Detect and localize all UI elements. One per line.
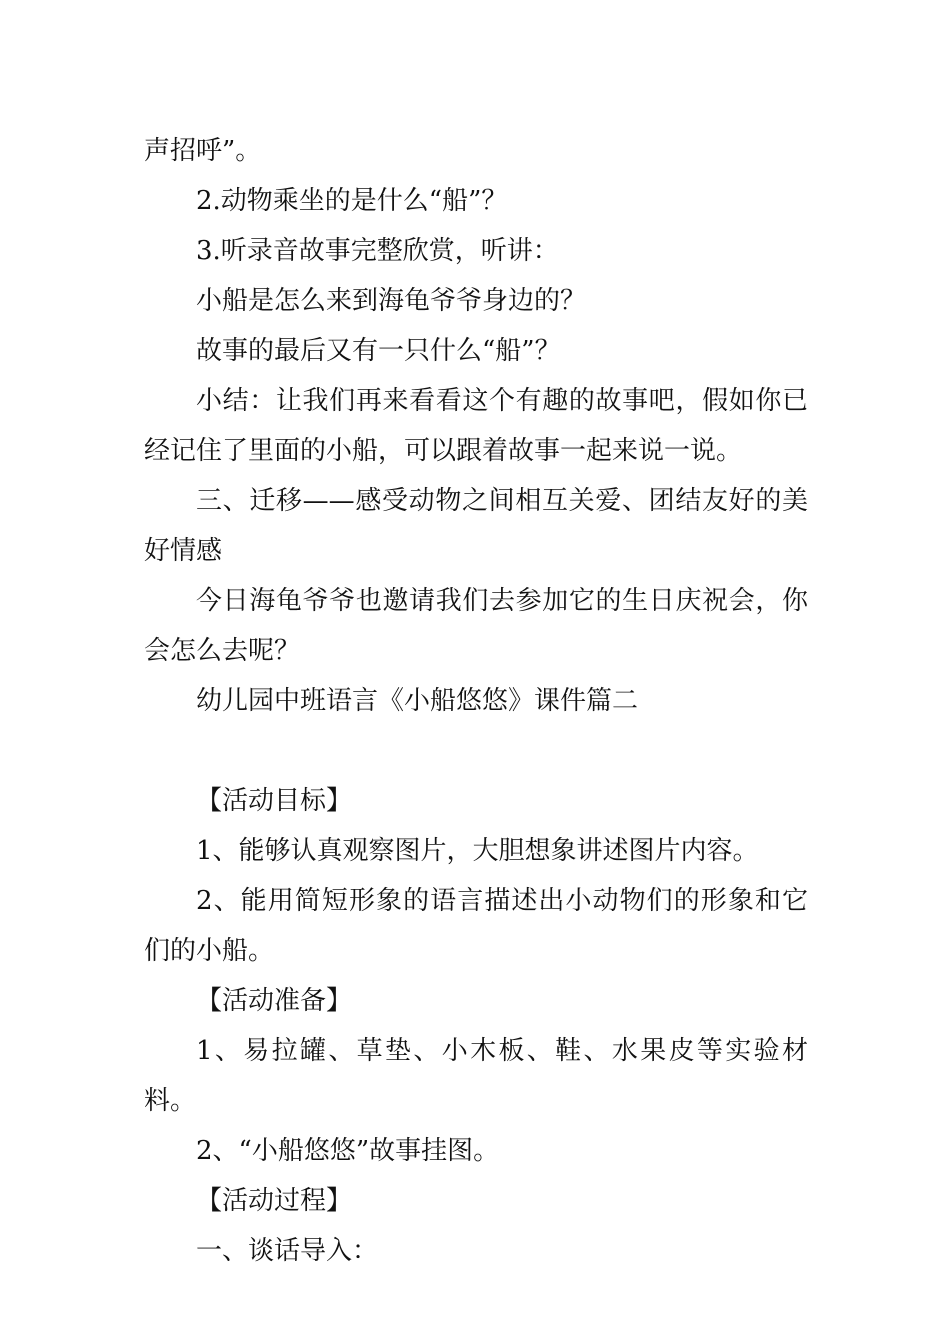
paragraph-summary: 小结：让我们再来看看这个有趣的故事吧，假如你已经记住了里面的小船，可以跟着故事一起来说一说。: [144, 386, 808, 466]
preparation-item-2: 2、“小船悠悠”故事挂图。: [196, 1136, 500, 1166]
goal-item-1: 1、能够认真观察图片，大胆想象讲述图片内容。: [196, 836, 759, 866]
section-heading-goals: 【活动目标】: [196, 786, 353, 816]
paragraph-question-how: 小船是怎么来到海龟爷爷身边的？: [196, 286, 587, 316]
section-heading-process: 【活动过程】: [196, 1186, 353, 1216]
section-heading-transfer: 三、迁移——感受动物之间相互关爱、团结友好的美好情感: [144, 486, 808, 566]
preparation-item-1: 1、易拉罐、草垫、小木板、鞋、水果皮等实验材料。: [144, 1036, 808, 1116]
paragraph-question-last-boat: 故事的最后又有一只什么“船”？: [196, 336, 561, 366]
section-heading-preparation: 【活动准备】: [196, 986, 353, 1016]
paragraph-listen-story: 3.听录音故事完整欣赏，听讲：: [196, 236, 559, 266]
goal-item-2: 2、能用简短形象的语言描述出小动物们的形象和它们的小船。: [144, 886, 808, 966]
document-subtitle: 幼儿园中班语言《小船悠悠》课件篇二: [196, 686, 639, 716]
process-step-1: 一、谈话导入：: [196, 1236, 379, 1266]
paragraph-question-boat: 2.动物乘坐的是什么“船”？: [196, 186, 508, 216]
paragraph-birthday-invite: 今日海龟爷爷也邀请我们去参加它的生日庆祝会，你会怎么去呢？: [144, 586, 808, 666]
paragraph-greeting-end: 声招呼”。: [144, 136, 262, 166]
blank-line: [144, 726, 808, 776]
document-body: [144, 126, 808, 1276]
